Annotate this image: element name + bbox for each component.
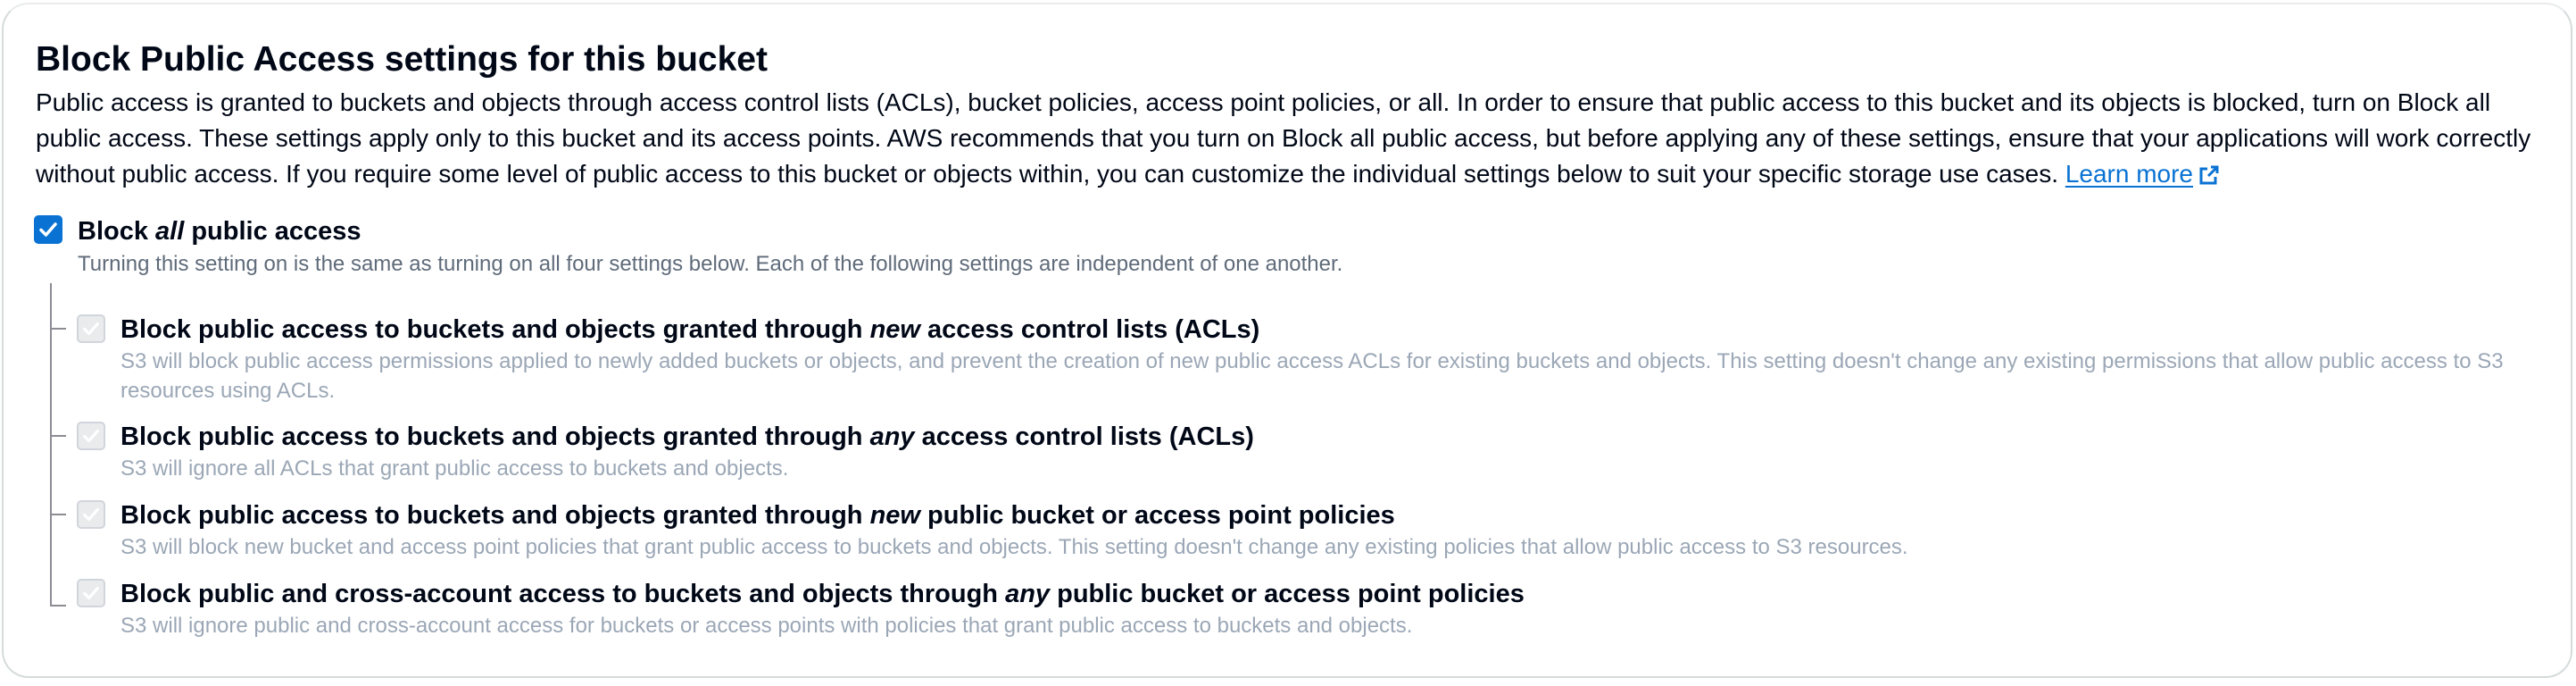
checkmark-icon	[38, 220, 58, 239]
setting-label-post: access control lists (ACLs)	[919, 315, 1260, 344]
block-all-label-post: public access	[184, 217, 361, 246]
description-text: Public access is granted to buckets and objects through access control lists (ACLs), bucket policies, access point policies, or all. In order to ensure that public access to this bucket and its objects is blocked, turn on Block all public access. These settings apply only to this bucket and its access points. AWS recommends that you turn on Block all public access, but before applying any of these settings, ensure that your applications will work correctly without public access. If you require some level of public access to this bucket or objects within, you can customize the individual settings below to suit your specific storage use cases.	[36, 88, 2531, 188]
setting-any-policies-label[interactable]	[120, 576, 1525, 612]
tree-branch-4	[50, 605, 66, 607]
setting-label-post: public bucket or access point policies	[919, 501, 1395, 530]
setting-new-policies-hint: S3 will block new bucket and access point policies that grant public access to buckets and objects. This setting doesn't change any existing policies that allow public access to S3 resources.	[120, 535, 1908, 559]
setting-label-pre: Block public access to buckets and objects granted through	[120, 501, 870, 530]
setting-new-acls-label[interactable]	[120, 312, 1259, 347]
setting-label-pre: Block public access to buckets and objects granted through	[120, 422, 870, 451]
setting-any-acls-checkbox[interactable]	[77, 422, 105, 450]
block-public-access-panel	[2, 3, 2572, 678]
section-description	[36, 85, 2553, 196]
block-all-label-em: all	[155, 217, 185, 246]
tree-branch-3	[50, 514, 66, 515]
setting-new-acls-hint: S3 will block public access permissions applied to newly added buckets or objects, and prevent the creation of new public access ACLs for existing buckets and objects. This setting doesn't change any existing permissions that allow public access to S3 resources using ACLs.	[120, 349, 2504, 403]
setting-label-em: new	[869, 315, 920, 344]
setting-new-policies-checkbox[interactable]	[77, 500, 105, 529]
setting-label-em: any	[1005, 580, 1051, 608]
block-all-label[interactable]	[78, 213, 361, 249]
learn-more-label: Learn more	[2065, 160, 2193, 188]
setting-label-pre: Block public access to buckets and objects granted through	[120, 315, 870, 344]
block-all-hint: Turning this setting on is the same as turning on all four settings below. Each of the following settings are independent of one another.	[78, 252, 1343, 276]
section-title: Block Public Access settings for this bucket	[36, 40, 768, 79]
checkmark-icon	[82, 427, 100, 445]
setting-any-acls-label[interactable]	[120, 419, 1254, 455]
checkmark-icon	[82, 320, 100, 338]
setting-any-acls-hint: S3 will ignore all ACLs that grant public access to buckets and objects.	[120, 456, 789, 481]
tree-branch-2	[50, 435, 66, 437]
checkmark-icon	[82, 584, 100, 602]
external-link-icon	[2198, 160, 2220, 196]
setting-label-em: any	[869, 422, 915, 451]
setting-any-policies-hint: S3 will ignore public and cross-account access for buckets or access points with policies that grant public access to buckets and objects.	[120, 614, 1413, 638]
setting-label-pre: Block public and cross-account access to buckets and objects through	[120, 580, 1006, 608]
block-all-label-pre: Block	[78, 217, 156, 246]
setting-new-policies-label[interactable]	[120, 498, 1395, 533]
learn-more-link[interactable]	[2065, 160, 2220, 188]
setting-label-post: public bucket or access point policies	[1050, 580, 1525, 608]
checkmark-icon	[82, 506, 100, 523]
tree-branch-1	[50, 328, 66, 330]
setting-any-policies-checkbox[interactable]	[77, 579, 105, 607]
setting-new-acls-checkbox[interactable]	[77, 314, 105, 343]
setting-label-post: access control lists (ACLs)	[914, 422, 1254, 451]
setting-label-em: new	[869, 501, 920, 530]
tree-connector-line	[50, 283, 52, 607]
block-all-checkbox[interactable]	[34, 215, 62, 244]
